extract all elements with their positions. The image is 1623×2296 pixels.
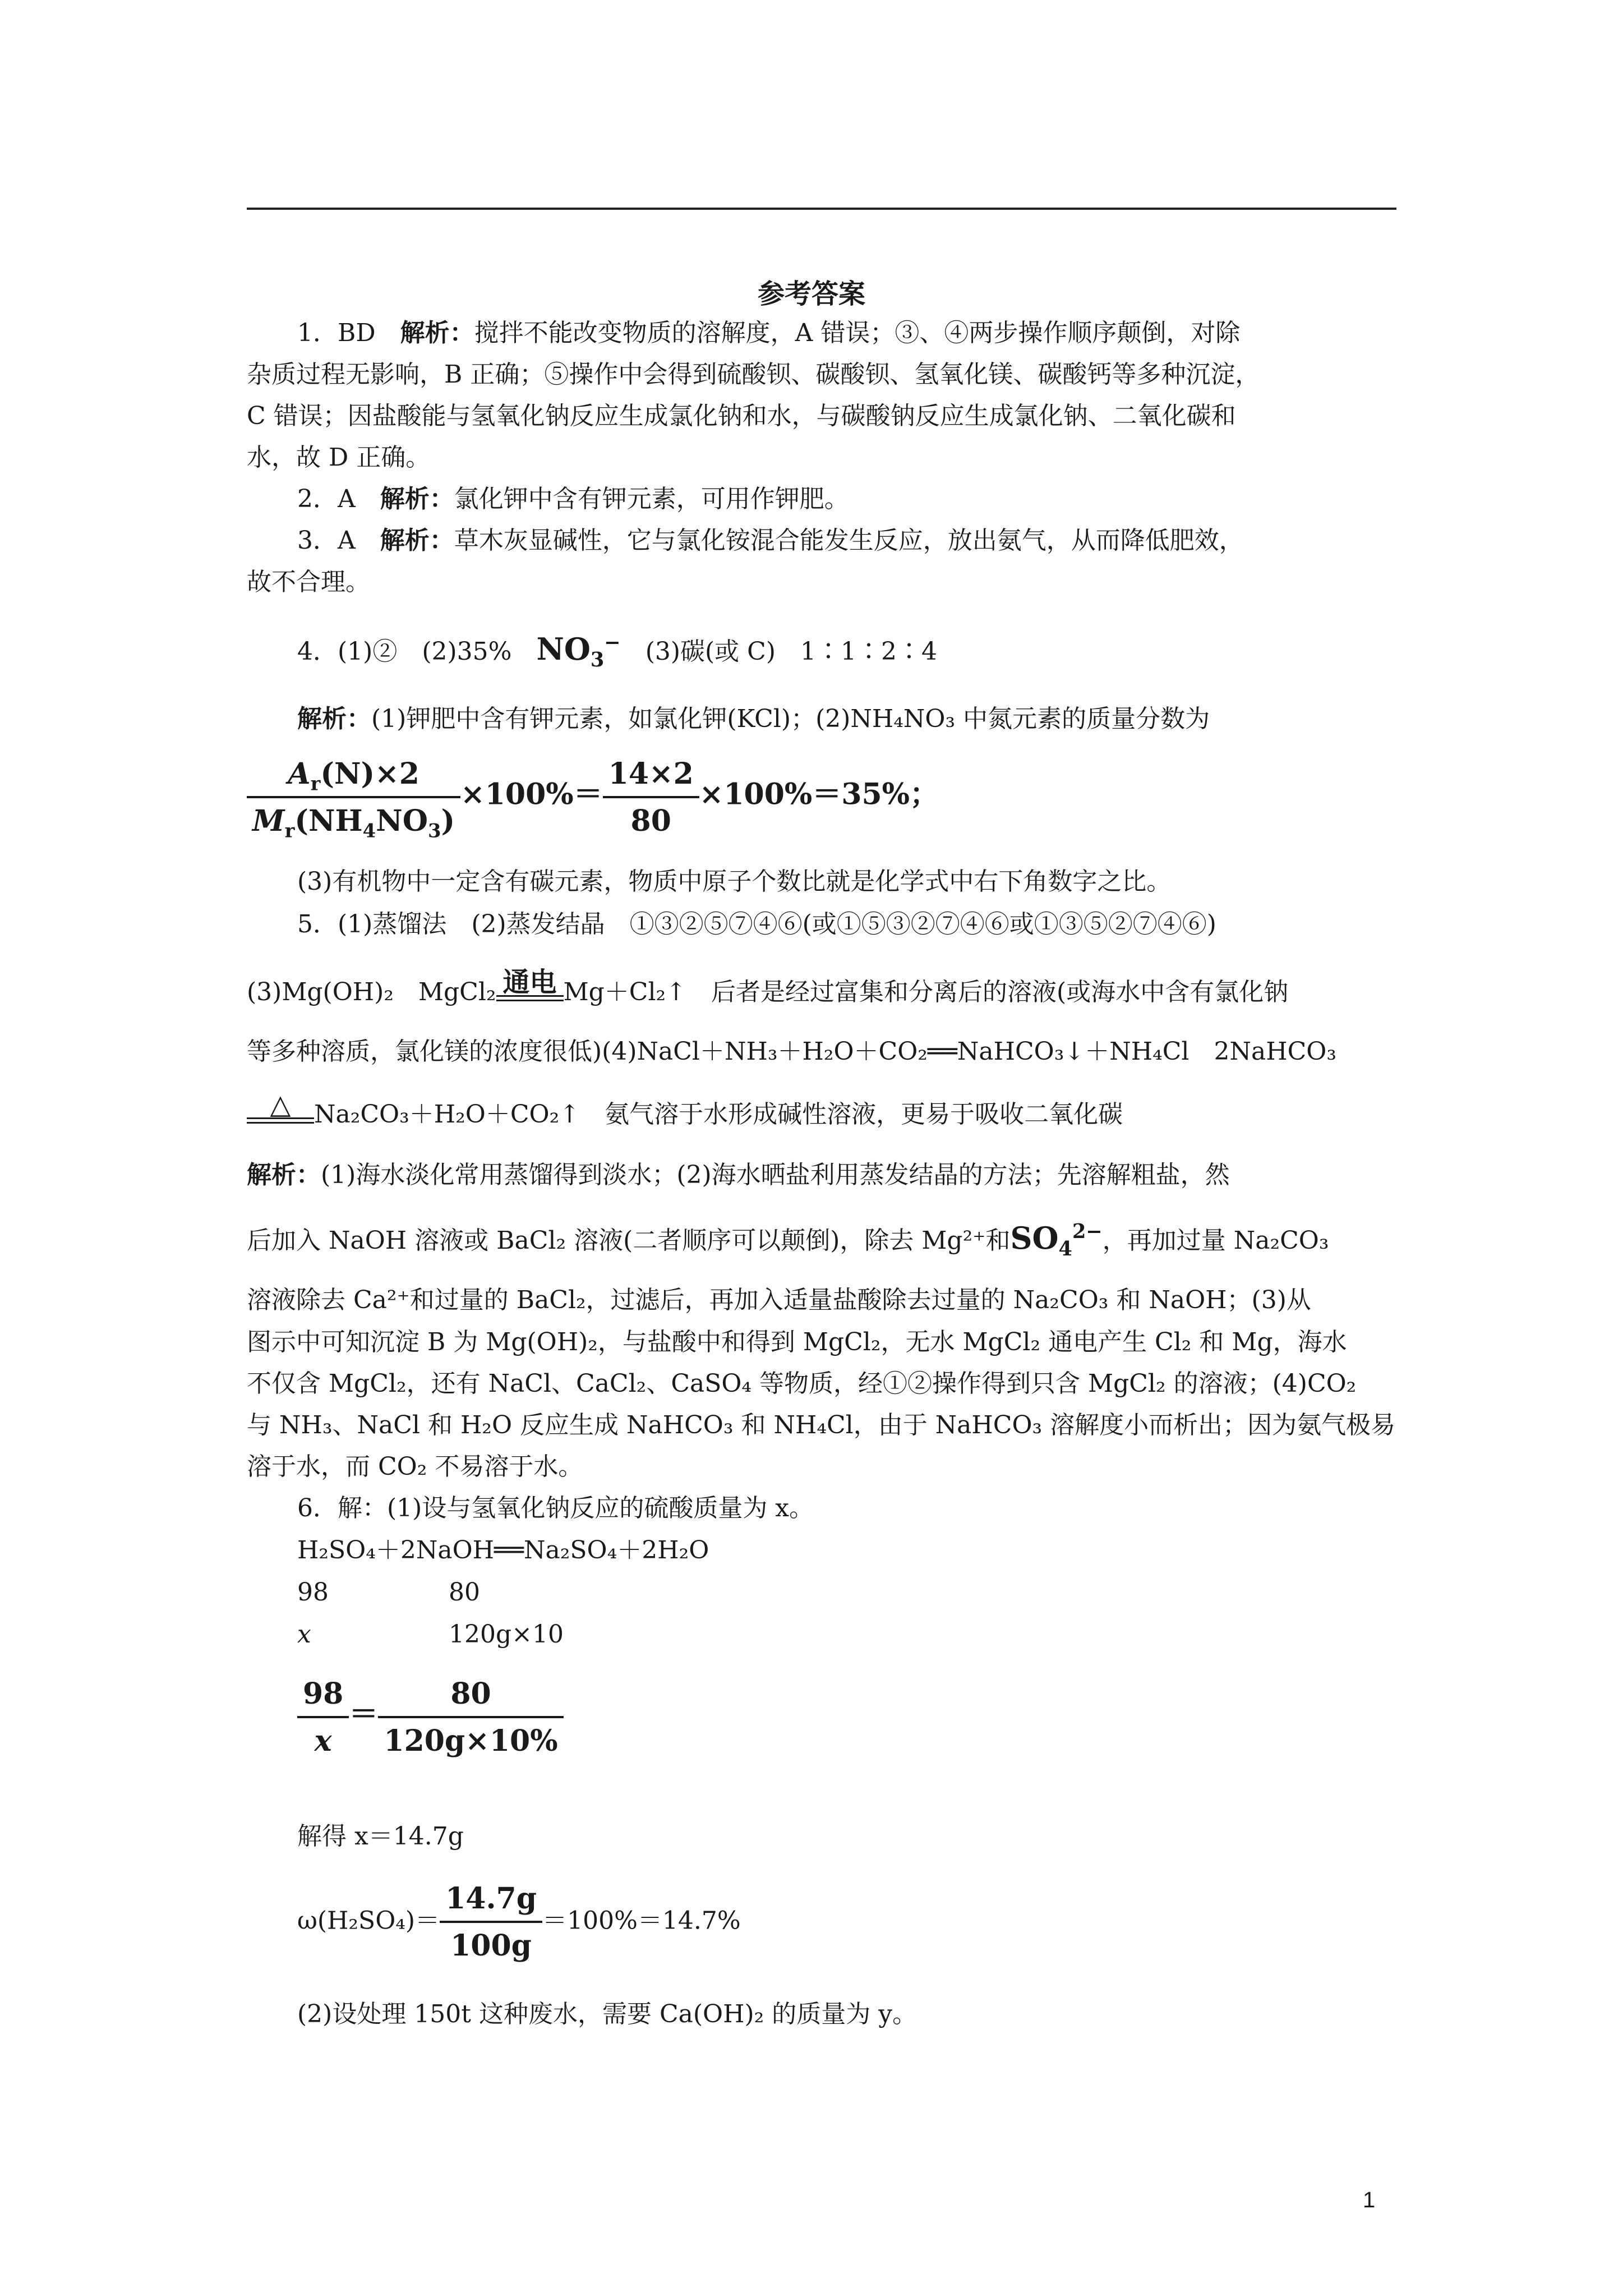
q4-exp-line-1 — [297, 703, 1396, 735]
q4-times-2: ×100%＝35%； — [699, 777, 939, 812]
proportion-left: $\frac{98}{x}$ — [297, 1674, 349, 1761]
electrolysis-arrow: 通电 — [496, 983, 564, 1005]
q3-line-2: 故不合理。 — [247, 568, 370, 596]
q6-ratio-row-2 — [297, 1618, 1396, 1651]
q2-label: 解析： — [380, 485, 454, 513]
q3-line-1 — [297, 524, 1396, 557]
q5-line-2 — [247, 966, 1396, 1009]
q4-answer-b: (3)碳(或 C) 1∶1∶2∶4 — [645, 637, 937, 666]
mass-fraction-formula: $\frac{A_r(N)\times 2}{M_r(NH_4NO_3)}$ — [247, 754, 460, 841]
q6-omega-line — [297, 1879, 1396, 1966]
q6-ratio-row-1 — [297, 1576, 1396, 1609]
q6-part-2: (2)设处理 150t 这种废水，需要 Ca(OH)₂ 的质量为 y。 — [297, 2000, 917, 2028]
q5-exp-line-5: 不仅含 MgCl₂，还有 NaCl、CaCl₂、CaSO₄ 等物质，经①②操作得到只含 MgCl₂ 的溶液；(4)CO₂ — [247, 1369, 1357, 1398]
q1-line-4: 水，故 D 正确。 — [247, 443, 431, 472]
q5-exp-text-2b: ，再加过量 Na₂CO₃ — [1102, 1226, 1329, 1255]
q5-exp-line-1 — [247, 1159, 1396, 1191]
q2-line — [297, 483, 1396, 516]
q5-line-2-b: Mg＋Cl₂↑ 后者是经过富集和分离后的溶液(或海水中含有氯化钠 — [563, 978, 1289, 1006]
q5-exp-text-1: (1)海水淡化常用蒸馏得到淡水；(2)海水晒盐利用蒸发结晶的方法；先溶解粗盐，然 — [321, 1161, 1230, 1189]
q5-exp-line-6: 与 NH₃、NaCl 和 H₂O 反应生成 NaHCO₃ 和 NH₄Cl，由于 NaHCO₃ 溶解度小而析出；因为氨气极易 — [247, 1411, 1396, 1439]
q1-line-3: C 错误；因盐酸能与氢氧化钠反应生成氯化钠和水，与碳酸钠反应生成氯化钠、二氧化碳和 — [247, 402, 1236, 430]
q1-number: 1．BD — [297, 319, 376, 347]
page-number: 1 — [1363, 2188, 1376, 2212]
q1-line-2: 杂质过程无影响，B 正确；⑤操作中会得到硫酸钡、碳酸钡、氢氧化镁、碳酸钙等多种沉淀， — [247, 360, 1260, 389]
q1-line-1 — [297, 317, 1396, 349]
q4-times-1: ×100%＝ — [460, 777, 603, 812]
q5-line-4 — [247, 1088, 1396, 1131]
q6-row-1-right: 80 — [449, 1578, 480, 1607]
q5-exp-line-4: 图示中可知沉淀 B 为 Mg(OH)₂，与盐酸中和得到 MgCl₂，无水 MgCl₂ 通电产生 Cl₂ 和 Mg，海水 — [247, 1328, 1347, 1356]
proportion-right: $\frac{80}{120g\times 10\%}$ — [378, 1674, 563, 1761]
q6-proportion — [297, 1674, 1396, 1761]
q6-line-1: 6．解：(1)设与氢氧化钠反应的硫酸质量为 x。 — [297, 1494, 814, 1522]
q5-line-3: 等多种溶质，氯化镁的浓度很低)(4)NaCl＋NH₃＋H₂O＋CO₂══NaHCO₃↓＋NH₄Cl 2NaHCO₃ — [247, 1037, 1336, 1066]
q4-label: 解析： — [297, 705, 371, 733]
q3-number: 3．A — [297, 526, 356, 555]
q5-exp-line-7: 溶于水，而 CO₂ 不易溶于水。 — [247, 1452, 583, 1481]
q2-number: 2．A — [297, 485, 356, 513]
q5-line-4-text: Na₂CO₃＋H₂O＋CO₂↑ 氨气溶于水形成碱性溶液，更易于吸收二氧化碳 — [314, 1100, 1123, 1129]
omega-label: ω(H₂SO₄)＝ — [297, 1906, 440, 1935]
q5-label: 解析： — [247, 1161, 321, 1189]
proportion-equals: ＝ — [349, 1697, 379, 1732]
q2-text: 氯化钾中含有钾元素，可用作钾肥。 — [454, 485, 849, 513]
q4-answer-line — [297, 631, 1396, 671]
q4-formula-line — [247, 754, 1396, 841]
omega-fraction: $\frac{14.7g}{100g}$ — [440, 1879, 542, 1966]
q1-label: 解析： — [400, 319, 474, 347]
nitrate-ion: $NO_3^-$ — [536, 631, 621, 671]
q5-exp-text-2a: 后加入 NaOH 溶液或 BaCl₂ 溶液(二者顺序可以颠倒)，除去 Mg²⁺和 — [247, 1226, 1011, 1255]
page-title: 参考答案 — [757, 278, 865, 310]
q5-exp-line-3: 溶液除去 Ca²⁺和过量的 BaCl₂，过滤后，再加入适量盐酸除去过量的 Na₂CO₃ 和 NaOH；(3)从 — [247, 1286, 1311, 1314]
q1-text-1: 搅拌不能改变物质的溶解度，A 错误；③、④两步操作顺序颠倒，对除 — [474, 319, 1241, 347]
q5-exp-line-2 — [247, 1220, 1396, 1260]
q5-line-1: 5．(1)蒸馏法 (2)蒸发结晶 ①③②⑤⑦④⑥(或①⑤③②⑦④⑥或①③⑤②⑦④⑥) — [297, 910, 1216, 938]
q5-line-2-a: (3)Mg(OH)₂ MgCl₂ — [247, 978, 496, 1006]
q6-solve: 解得 x＝14.7g — [297, 1822, 464, 1851]
mass-fraction-numeric: $\frac{14\times 2}{80}$ — [603, 754, 699, 841]
q6-row-2-right: 120g×10 — [449, 1620, 564, 1649]
q6-row-2-left: x — [297, 1620, 311, 1649]
omega-result: ＝100%＝14.7% — [542, 1906, 741, 1935]
q4-exp-text-1: (1)钾肥中含有钾元素，如氯化钾(KCl)；(2)NH₄NO₃ 中氮元素的质量分数为 — [371, 705, 1210, 733]
q4-answer-a: 4．(1)② (2)35% — [297, 637, 512, 666]
q6-equation: H₂SO₄＋2NaOH══Na₂SO₄＋2H₂O — [297, 1536, 709, 1565]
heat-arrow: △ — [247, 1105, 314, 1128]
q3-label: 解析： — [380, 526, 454, 555]
q3-text-1: 草木灰显碱性，它与氯化铵混合能发生反应，放出氨气，从而降低肥效， — [454, 526, 1244, 555]
sulfate-ion: $SO_4^{2-}$ — [1010, 1220, 1103, 1260]
q6-row-1-left: 98 — [297, 1578, 329, 1607]
q4-exp-line-3: (3)有机物中一定含有碳元素，物质中原子个数比就是化学式中右下角数字之比。 — [297, 867, 1172, 896]
header-rule — [247, 208, 1396, 210]
